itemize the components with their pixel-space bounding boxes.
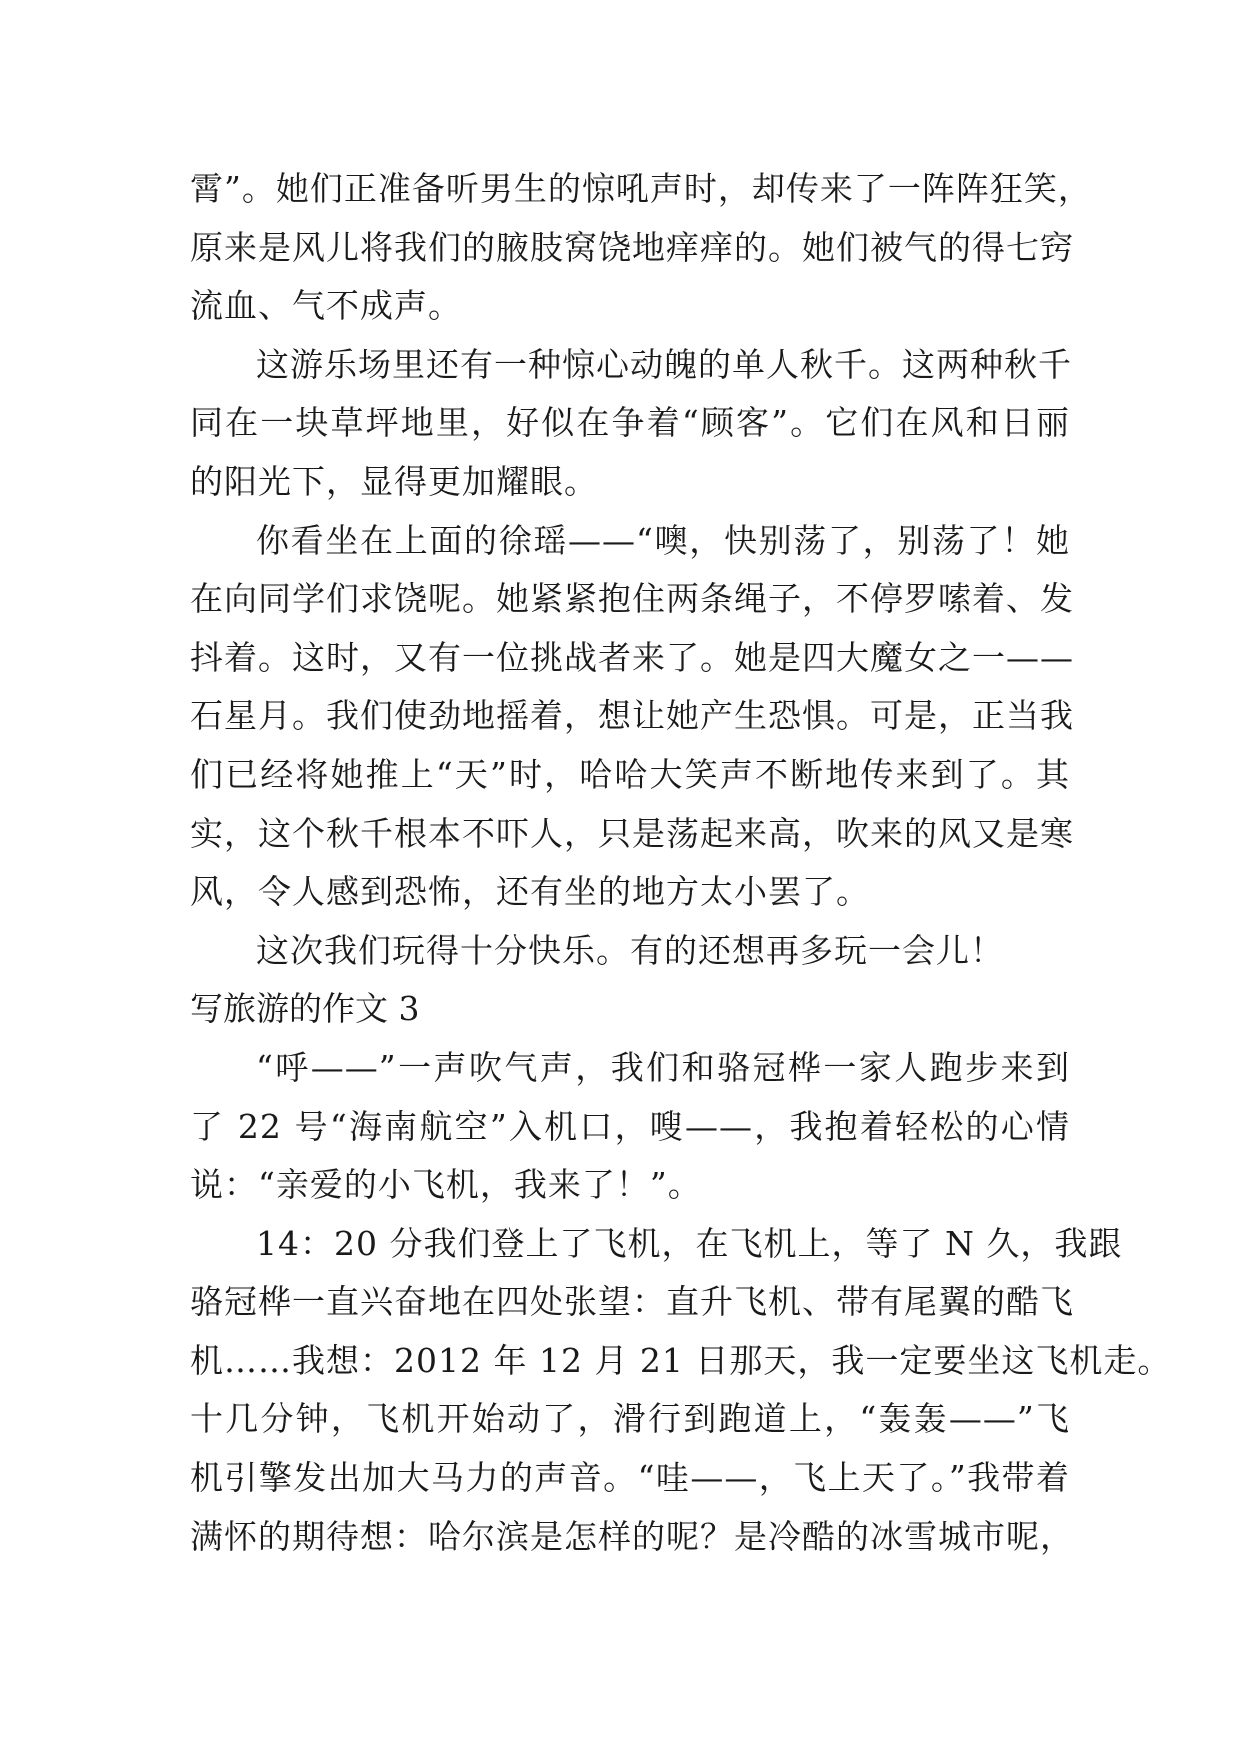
text-line: 了 22 号“海南航空”入机口，嗖——，我抱着轻松的心情 bbox=[190, 1106, 1070, 1146]
text-line: “呼——”一声吹气声，我们和骆冠桦一家人跑步来到 bbox=[256, 1047, 1070, 1087]
body-text bbox=[190, 160, 1172, 1566]
text-line: 机引擎发出加大马力的声音。“哇——，飞上天了。”我带着 bbox=[190, 1458, 1070, 1498]
text-line: 这游乐场里还有一种惊心动魄的单人秋千。这两种秋千 bbox=[256, 344, 1072, 384]
text-line: 十几分钟，飞机开始动了，滑行到跑道上，“轰轰——”飞 bbox=[190, 1399, 1070, 1439]
text-line: 满怀的期待想：哈尔滨是怎样的呢？是冷酷的冰雪城市呢， bbox=[190, 1516, 1074, 1556]
text-line: 抖着。这时，又有一位挑战者来了。她是四大魔女之一—— bbox=[190, 637, 1074, 677]
text-line: 霄”。她们正准备听男生的惊吼声时，却传来了一阵阵狂笑， bbox=[190, 169, 1092, 208]
text-line: 说：“亲爱的小飞机，我来了！”。 bbox=[190, 1165, 702, 1205]
text-line: 石星月。我们使劲地摇着，想让她产生恐惧。可是，正当我 bbox=[190, 696, 1074, 736]
text-line: 你看坐在上面的徐瑶——“噢，快别荡了，别荡了！她 bbox=[256, 520, 1070, 560]
text-line: 机……我想：2012 年 12 月 21 日那天，我一定要坐这飞机走。 bbox=[190, 1340, 1172, 1380]
text-line: 骆冠桦一直兴奋地在四处张望：直升飞机、带有尾翼的酷飞 bbox=[190, 1282, 1074, 1322]
text-line: 实，这个秋千根本不吓人，只是荡起来高，吹来的风又是寒 bbox=[190, 813, 1074, 853]
text-line: 这次我们玩得十分快乐。有的还想再多玩一会儿！ bbox=[256, 930, 1004, 970]
text-line: 风，令人感到恐怖，还有坐的地方太小罢了。 bbox=[190, 872, 870, 912]
text-line: 14：20 分我们登上了飞机，在飞机上，等了 N 久，我跟 bbox=[256, 1223, 1123, 1263]
text-line: 原来是风儿将我们的腋肢窝饶地痒痒的。她们被气的得七窍 bbox=[190, 227, 1074, 267]
text-line: 们已经将她推上“天”时，哈哈大笑声不断地传来到了。其 bbox=[190, 754, 1070, 794]
section-heading: 写旅游的作文 3 bbox=[190, 989, 420, 1029]
text-line: 同在一块草坪地里，好似在争着“顾客”。它们在风和日丽 bbox=[190, 403, 1070, 443]
text-line: 流血、气不成声。 bbox=[190, 286, 462, 326]
text-line: 的阳光下，显得更加耀眼。 bbox=[190, 461, 598, 501]
text-line: 在向同学们求饶呢。她紧紧抱住两条绳子，不停罗嗦着、发 bbox=[190, 579, 1074, 619]
